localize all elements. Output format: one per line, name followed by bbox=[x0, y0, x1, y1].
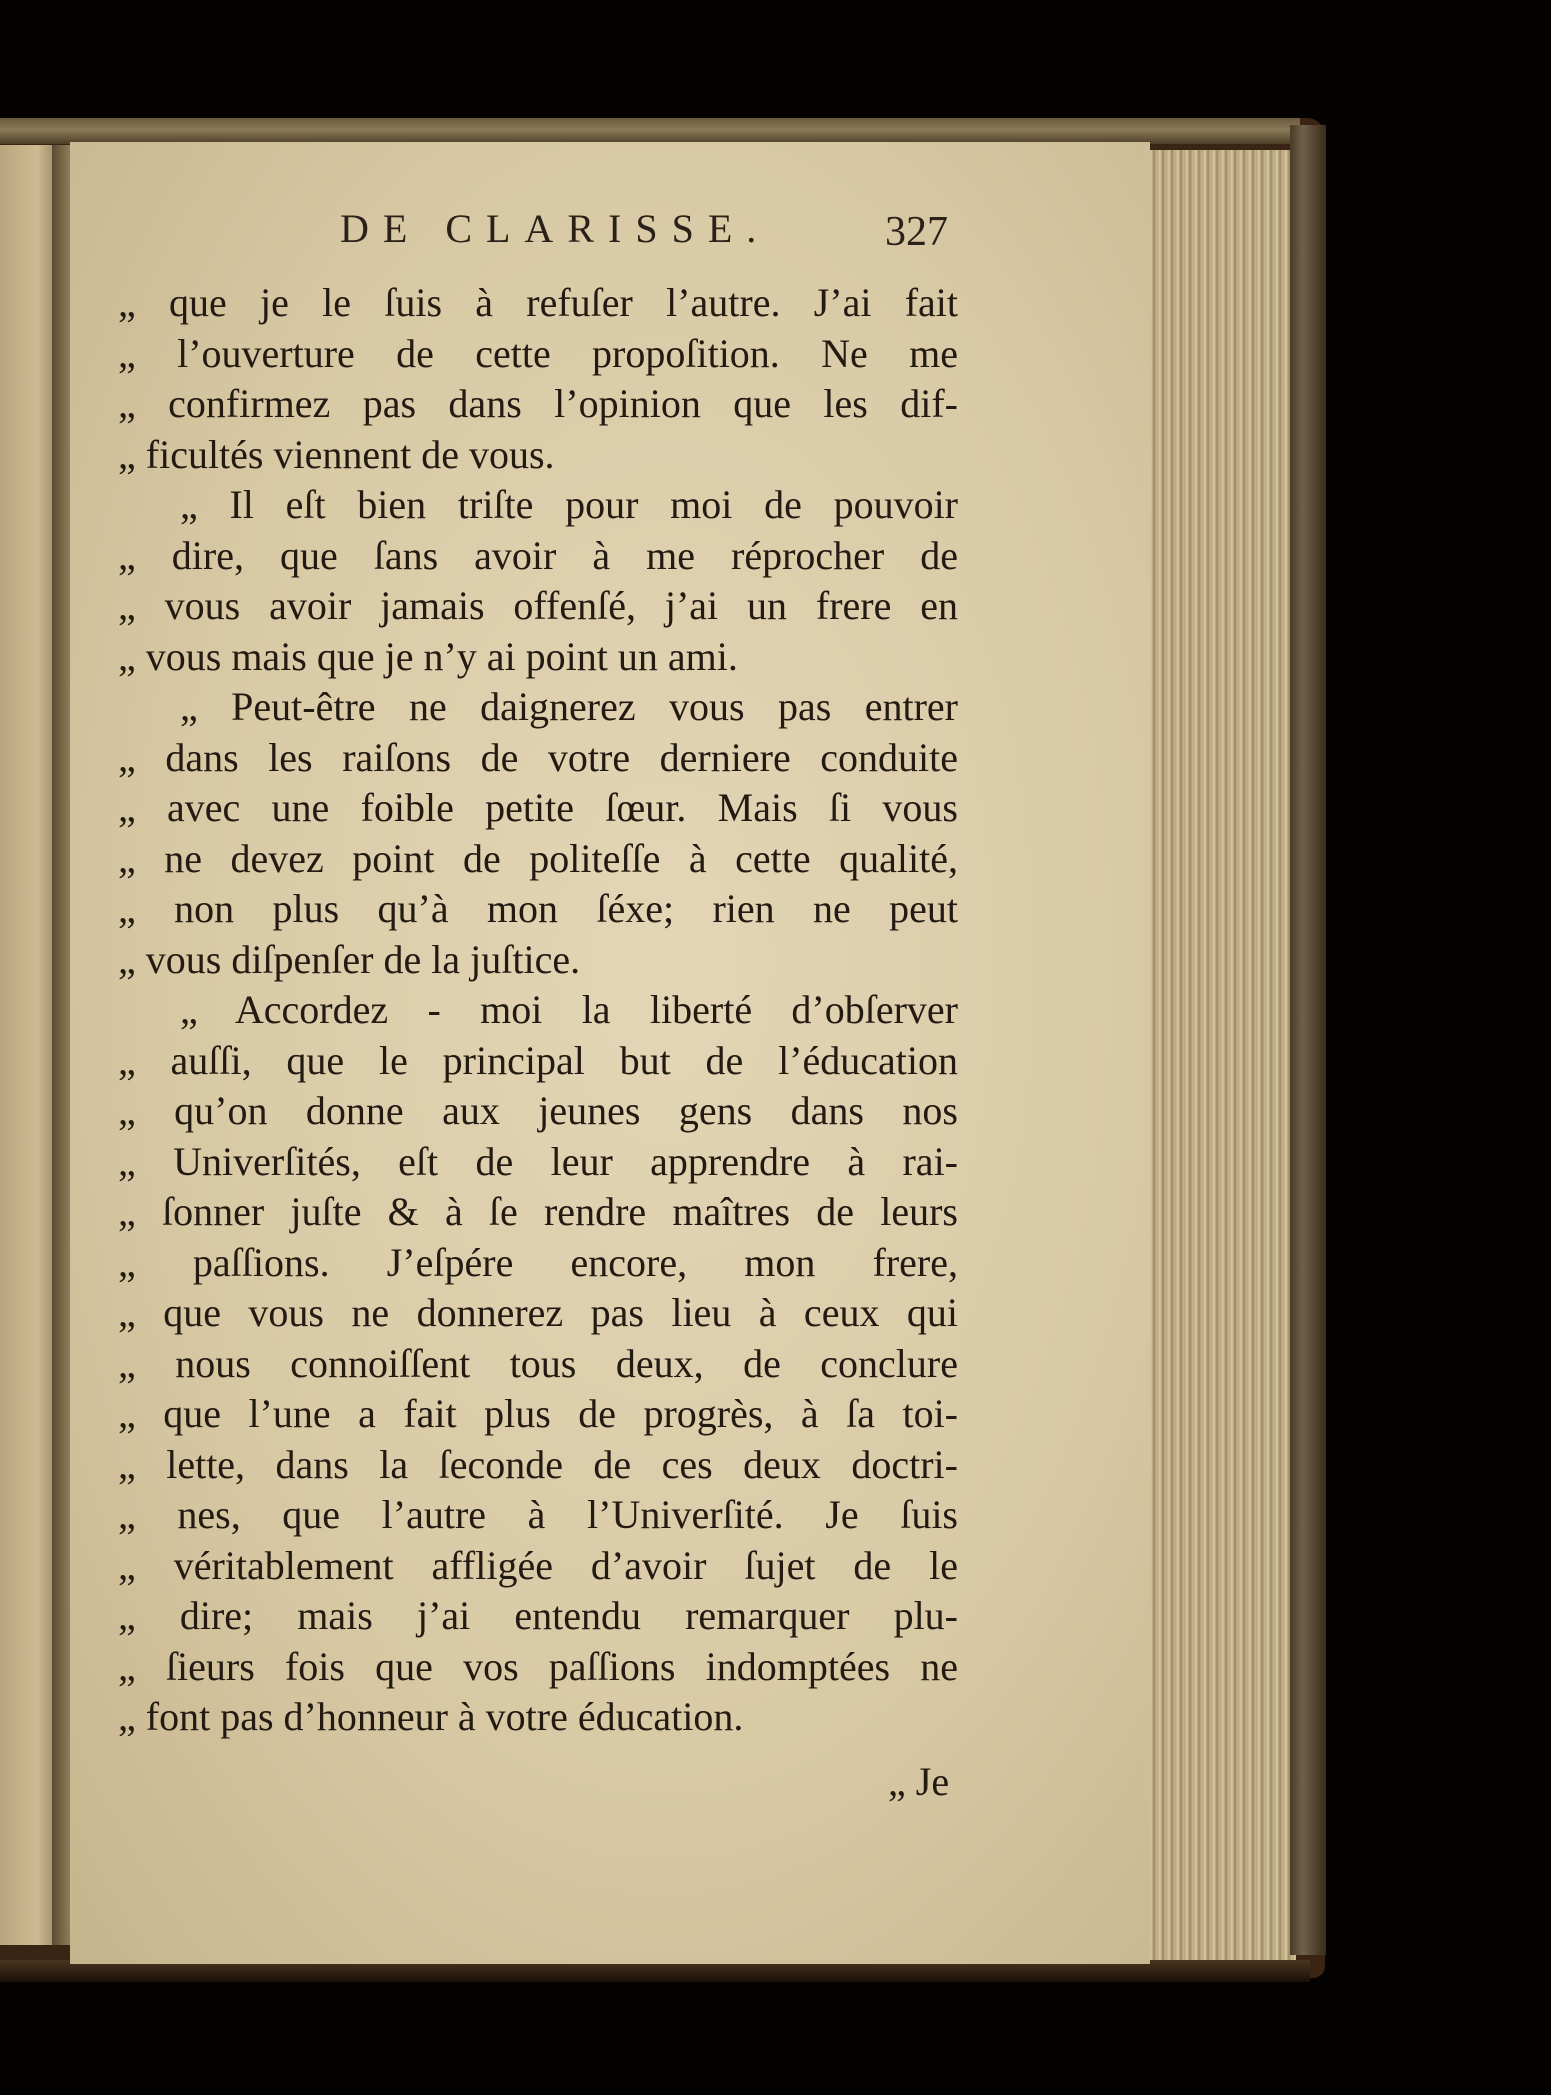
text-line: „ ne devez point de politeſſe à cette qualité, bbox=[118, 835, 958, 881]
text-line: „ ſonner juſte & à ſe rendre maîtres de leurs bbox=[118, 1189, 958, 1234]
text-line: „ nes, que l’autre à l’Univerſité. Je ſuis bbox=[118, 1492, 958, 1537]
text-line: „ paſſions. J’eſpére encore, mon frere, bbox=[118, 1239, 958, 1285]
text-line: „ ſieurs fois que vos paſſions indomptées ne bbox=[118, 1643, 958, 1689]
page-fore-edges bbox=[1148, 150, 1296, 1965]
page-number: 327 bbox=[885, 209, 948, 255]
text-line: „ vous mais que je n’y ai point un ami. bbox=[118, 633, 738, 679]
book-top-edge bbox=[0, 118, 1300, 144]
text-line: „ dire, que ſans avoir à me réprocher de bbox=[118, 532, 958, 578]
text-line: „ avec une foible petite ſœur. Mais ſi vous bbox=[118, 785, 958, 830]
text-line: „ véritablement affligée d’avoir ſujet de le bbox=[118, 1542, 958, 1588]
text-line: „ Accordez - moi la liberté d’obſerver bbox=[180, 987, 958, 1032]
catchword: „ Je bbox=[888, 1759, 950, 1804]
text-line: „ nous connoiſſent tous deux, de conclure bbox=[118, 1340, 958, 1386]
book-cover-edge bbox=[1290, 125, 1326, 1955]
text-line: „ confirmez pas dans l’opinion que les dif- bbox=[118, 381, 958, 426]
text-line: „ vous diſpenſer de la juſtice. bbox=[118, 936, 581, 982]
text-line: „ qu’on donne aux jeunes gens dans nos bbox=[118, 1088, 958, 1133]
text-line: „ font pas d’honneur à votre éducation. bbox=[118, 1694, 744, 1739]
text-line: „ lette, dans la ſeconde de ces deux doctri- bbox=[118, 1441, 958, 1487]
text-line: „ Il eſt bien triſte pour moi de pouvoir bbox=[180, 482, 958, 527]
text-line: „ ficultés viennent de vous. bbox=[118, 431, 555, 477]
running-head: DE CLARISSE. bbox=[340, 206, 771, 251]
text-line: „ que je le ſuis à refuſer l’autre. J’ai fait bbox=[118, 280, 958, 325]
text-line: „ auſſi, que le principal but de l’éducation bbox=[118, 1037, 958, 1083]
text-line: „ Univerſités, eſt de leur apprendre à rai- bbox=[118, 1138, 958, 1184]
text-line: „ dire; mais j’ai entendu remarquer plu- bbox=[118, 1593, 958, 1638]
text-line: „ Peut-être ne daignerez vous pas entrer bbox=[180, 684, 958, 729]
text-line: „ l’ouverture de cette propoſition. Ne me bbox=[118, 330, 958, 376]
text-line: „ que vous ne donnerez pas lieu à ceux qui bbox=[118, 1290, 958, 1335]
text-line: „ dans les raiſons de votre derniere conduite bbox=[118, 734, 958, 780]
text-line: „ non plus qu’à mon ſéxe; rien ne peut bbox=[118, 886, 958, 931]
text-line: „ que l’une a fait plus de progrès, à ſa toi- bbox=[118, 1391, 958, 1436]
text-line: „ vous avoir jamais offenſé, j’ai un frere en bbox=[118, 583, 958, 628]
body-text bbox=[118, 278, 958, 1743]
